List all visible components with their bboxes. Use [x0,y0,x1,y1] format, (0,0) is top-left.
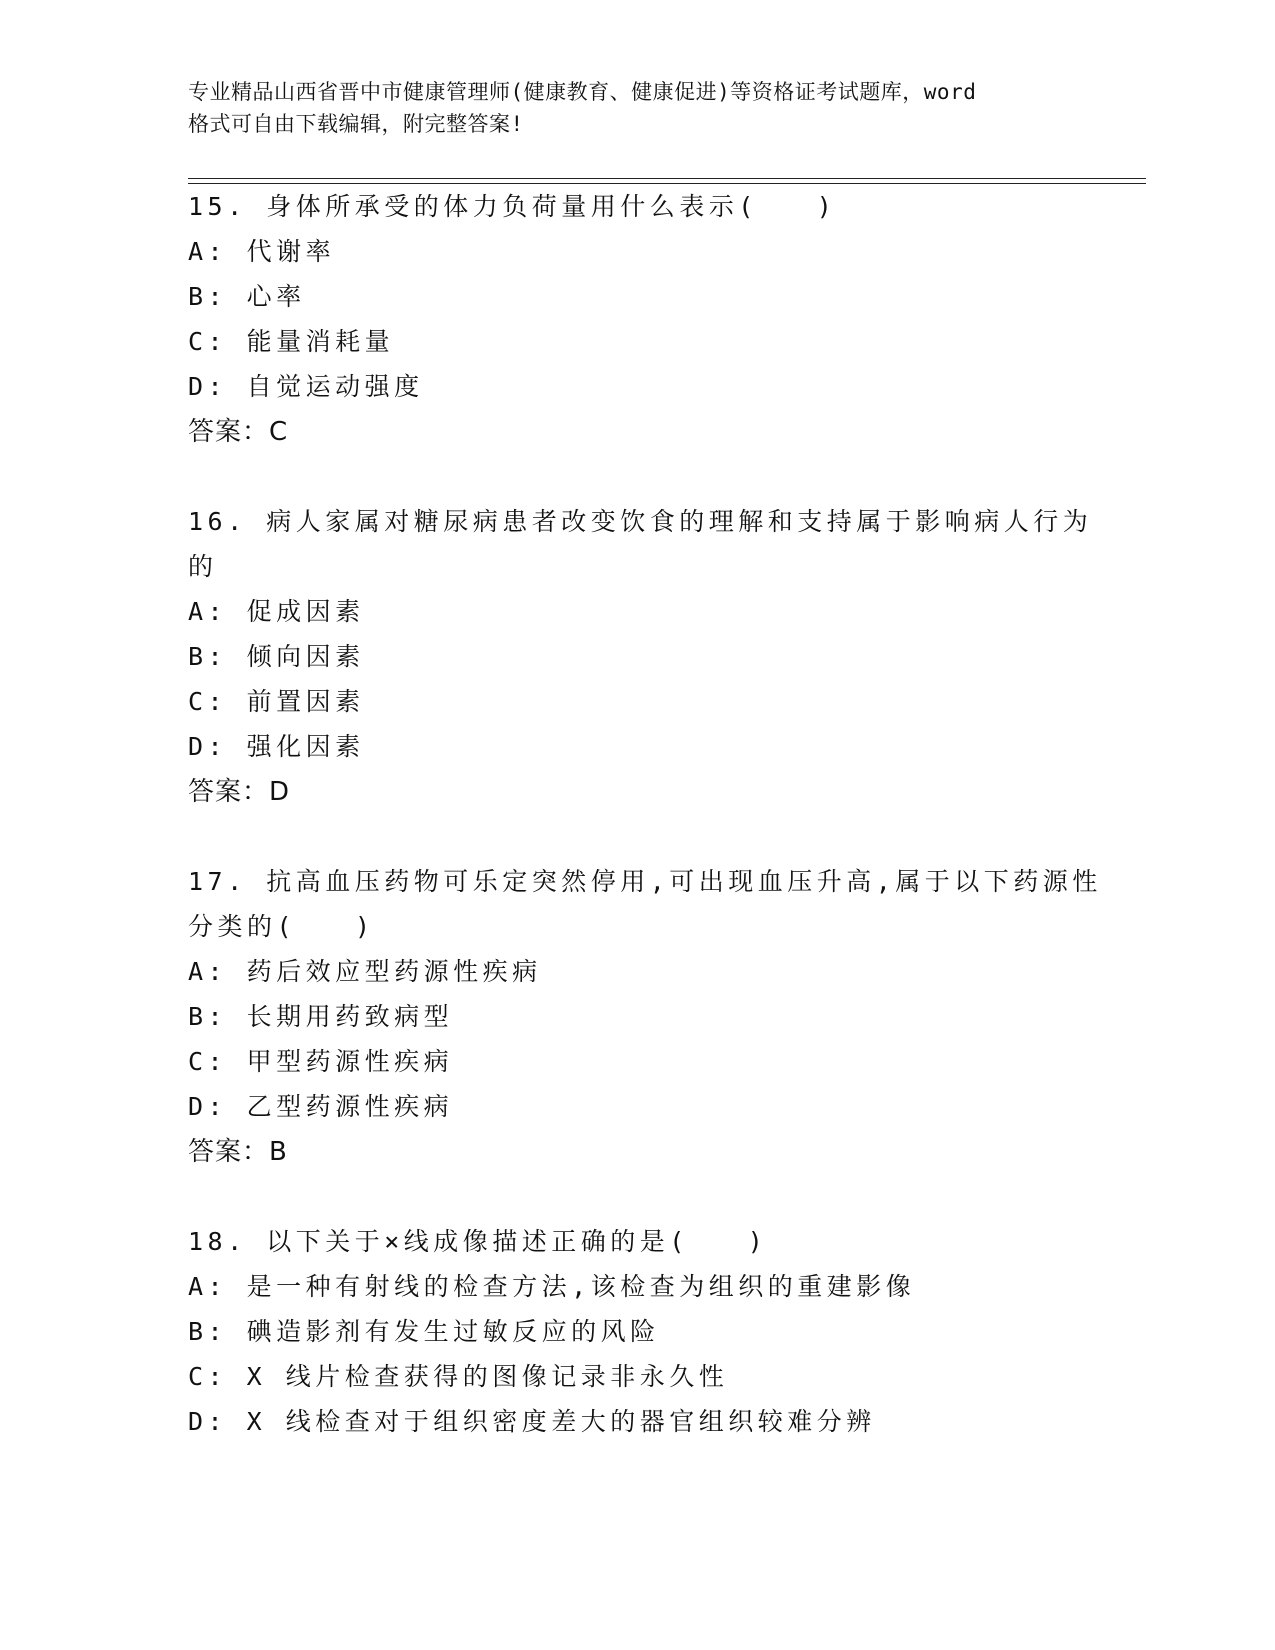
question-16-option-b: B: 倾向因素 [188,642,365,671]
question-16-option-c: C: 前置因素 [188,687,365,716]
question-15-option-c: C: 能量消耗量 [188,327,395,356]
question-18-option-a: A: 是一种有射线的检查方法,该检查为组织的重建影像 [188,1272,916,1301]
question-15-option-d: D: 自觉运动强度 [188,372,424,401]
question-17-stem-line-1: 17. 抗高血压药物可乐定突然停用,可出现血压升高,属于以下药源性 [188,867,1102,896]
question-18-option-c: C: X 线片检查获得的图像记录非永久性 [188,1362,729,1391]
question-16-option-d: D: 强化因素 [188,732,365,761]
question-18-option-d: D: X 线检查对于组织密度差大的器官组织较难分辨 [188,1407,876,1436]
question-17-option-b: B: 长期用药致病型 [188,1002,454,1031]
question-15-option-b: B: 心率 [188,282,306,311]
header-divider-top [188,178,1146,179]
question-17-option-d: D: 乙型药源性疾病 [188,1092,454,1121]
question-18-option-b: B: 碘造影剂有发生过敏反应的风险 [188,1317,660,1346]
question-17-answer: 答案：B [188,1137,288,1167]
question-15-option-a: A: 代谢率 [188,237,336,266]
question-16-answer: 答案：D [188,777,291,807]
document-header [188,76,1088,140]
question-18-stem: 18. 以下关于×线成像描述正确的是( ) [188,1227,768,1256]
question-16-stem-line-2: 的 [188,552,218,581]
question-15-stem: 15. 身体所承受的体力负荷量用什么表示( ) [188,192,837,221]
header-line-1: 专业精品山西省晋中市健康管理师(健康教育、健康促进)等资格证考试题库，word [188,80,977,104]
question-16-option-a: A: 促成因素 [188,597,365,626]
question-17-option-a: A: 药后效应型药源性疾病 [188,957,542,986]
question-17-stem-line-2: 分类的( ) [188,912,375,941]
question-17-option-c: C: 甲型药源性疾病 [188,1047,454,1076]
header-divider-bottom [188,183,1146,184]
question-16-stem-line-1: 16. 病人家属对糖尿病患者改变饮食的理解和支持属于影响病人行为 [188,507,1093,536]
question-15-answer: 答案：C [188,417,289,447]
header-line-2: 格式可自由下载编辑，附完整答案! [188,112,524,136]
